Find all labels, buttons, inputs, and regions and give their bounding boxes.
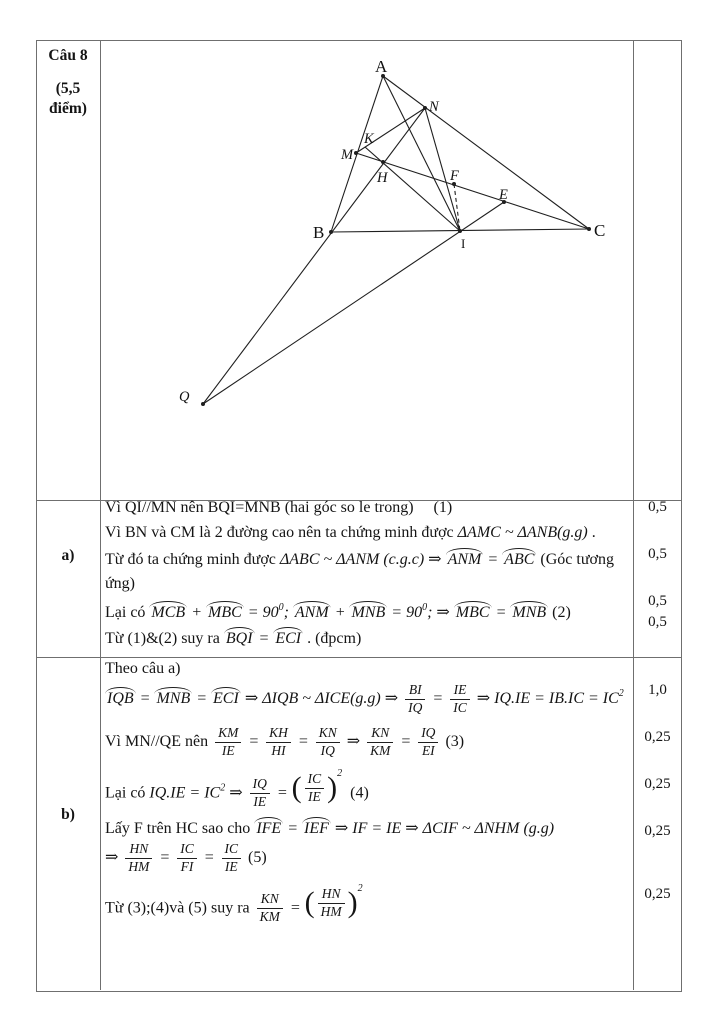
text-run: ⇒ ΔIQB ~ ΔICE(g.g) ⇒ (240, 690, 403, 708)
angle-with-hat: ANM (294, 604, 329, 621)
spacer (36, 65, 100, 79)
figure-point-N (423, 106, 427, 110)
text-run: . (đpcm) (303, 630, 362, 647)
text-run: Từ đó ta chứng minh được (105, 551, 280, 568)
score-mark: 0,5 (648, 546, 667, 562)
solution-line (105, 660, 181, 678)
text-run: ⇒ (225, 784, 247, 802)
row-a-label: a) (61, 547, 75, 564)
question-number: Câu 8 (48, 47, 88, 64)
fraction-denominator: EI (421, 742, 435, 758)
text-run: ⇒ (342, 733, 365, 751)
angle-with-hat: MBC (455, 604, 490, 621)
text-run: (5) (244, 849, 267, 867)
solution-line (105, 575, 135, 593)
exponent: 2 (337, 768, 343, 779)
text-run: Từ (1)&(2) suy ra (105, 630, 224, 647)
score-mark: 0,5 (648, 499, 667, 515)
figure-point-M (354, 151, 358, 155)
score-mark: 0,25 (644, 886, 671, 902)
angle-with-hat: BQI (225, 630, 253, 647)
math-fraction (316, 726, 340, 759)
fraction-denominator: IE (253, 794, 267, 810)
fraction-denominator: HI (271, 742, 286, 758)
text-run: ; ⇒ (427, 604, 454, 621)
text-run: = (483, 551, 503, 568)
solution-line (105, 842, 267, 875)
figure-label-F: F (450, 168, 459, 184)
angle-with-hat: MNB (351, 604, 386, 621)
fraction-denominator: IQ (408, 699, 423, 715)
question-points-line2: điểm) (49, 99, 87, 117)
figure-label-E: E (499, 187, 508, 203)
text-run: Lấy F trên HC sao cho (105, 820, 255, 837)
text-run: = (192, 690, 212, 708)
math-fraction (318, 887, 345, 920)
row-b-label: b) (61, 806, 75, 823)
angle-with-hat: ECI (275, 630, 302, 647)
figure-label-K: K (364, 131, 374, 147)
text-run: = (293, 733, 313, 751)
text-run: = (254, 630, 274, 647)
text-run: = 90 (243, 604, 279, 621)
exponent: 2 (357, 883, 363, 894)
fraction-numerator: IC (305, 772, 325, 789)
angle-with-hat: ECI (213, 690, 239, 708)
fraction-numerator: KH (266, 726, 291, 743)
fraction-numerator: IQ (250, 777, 270, 794)
fraction-numerator: KN (257, 892, 283, 909)
fraction-denominator: FI (180, 858, 194, 874)
solution-line (105, 818, 554, 838)
solution-line (105, 630, 361, 648)
text-run: = (272, 784, 292, 802)
text-run: + (330, 604, 350, 621)
text-run: . (587, 524, 596, 541)
angle-with-hat: IFE (256, 820, 282, 837)
text-run: ⇒ IF = IE ⇒ ΔCIF ~ ΔNHM (g.g) (330, 820, 555, 837)
text-run: = 90 (387, 604, 423, 621)
text-run: ΔABC ~ ΔANM (c.g.c) ⇒ (279, 551, 446, 568)
text-run: (4) (342, 784, 369, 802)
figure-segment-CM (356, 153, 589, 229)
row-divider-a-b (36, 657, 681, 658)
text-run: Từ (3);(4)và (5) suy ra (105, 899, 254, 917)
fraction-numerator: IC (222, 842, 242, 859)
figure-label-C: C (594, 221, 606, 240)
angle-with-hat: ANM (447, 551, 482, 568)
text-run: ΔAMC ~ ΔANB(g.g) (457, 524, 588, 541)
fraction-numerator: HN (318, 887, 345, 904)
text-run: Lại có (105, 784, 150, 802)
math-fraction (367, 726, 393, 759)
fraction-numerator: KM (215, 726, 241, 743)
fraction-numerator: HN (125, 842, 152, 859)
text-run: Vì MN//QE nên (105, 733, 213, 751)
fraction-numerator: IE (450, 683, 470, 700)
exponent: 0 (422, 602, 428, 613)
figure-segment-AI (383, 76, 460, 231)
text-run: = (428, 690, 448, 708)
math-fraction (257, 892, 283, 925)
math-fraction (418, 726, 438, 759)
text-run: (2) (548, 604, 571, 621)
math-fraction (222, 842, 242, 875)
math-fraction (177, 842, 197, 875)
text-run: = (396, 733, 416, 751)
math-fraction (405, 683, 425, 716)
angle-with-hat: IEF (303, 820, 329, 837)
figure-label-Q: Q (179, 389, 190, 405)
solution-line (105, 602, 571, 622)
score-mark: 0,25 (644, 776, 671, 792)
question-header (36, 46, 100, 118)
figure-label-N: N (429, 99, 439, 115)
math-fraction (266, 726, 291, 759)
fraction-denominator: HM (128, 858, 150, 874)
solution-line (105, 524, 596, 542)
fraction-numerator: KN (316, 726, 340, 743)
fraction-numerator: KN (367, 726, 393, 743)
exponent: 0 (278, 602, 284, 613)
text-run: ⇒ IQ.IE = IB.IC = IC (472, 690, 619, 708)
text-run: + (187, 604, 206, 621)
figure-label-A: A (375, 57, 388, 76)
figure-segment-KI (365, 147, 460, 231)
question-points-line1: (5,5 (55, 80, 81, 98)
fraction-denominator: KM (370, 742, 391, 758)
figure-label-M: M (341, 147, 354, 163)
math-fraction (125, 842, 152, 875)
math-squared-fraction: ( $\frac{HN}{HM}$ ) 2 (304, 883, 363, 920)
figure-label-B: B (313, 223, 325, 242)
figure-segment-QN (203, 108, 425, 404)
figure-point-Q (201, 402, 205, 406)
solution-line (105, 883, 363, 925)
fraction-denominator: HM (320, 903, 342, 919)
text-run: = (491, 604, 511, 621)
score-mark: 0,5 (648, 593, 667, 609)
solution-line (105, 683, 624, 716)
text-run: = (283, 820, 302, 837)
angle-with-hat: MBC (208, 604, 242, 621)
figure-point-C (587, 227, 591, 231)
fraction-denominator: KM (259, 909, 280, 925)
angle-with-hat: MNB (512, 604, 547, 621)
text-run: ứng) (105, 575, 135, 592)
figure-point-H (381, 160, 385, 164)
exponent: 2 (220, 782, 226, 794)
figure-point-B (329, 230, 333, 234)
math-fraction (215, 726, 241, 759)
fraction-denominator: IC (453, 699, 467, 715)
fraction-numerator: BI (405, 683, 425, 700)
text-run: = (244, 733, 264, 751)
text-run: Lại có (105, 604, 150, 621)
solution-line (105, 768, 369, 810)
math-fraction (305, 772, 325, 805)
text-run: IQ.IE = IC (149, 784, 221, 802)
math-fraction (450, 683, 470, 716)
solution-line (105, 726, 464, 759)
math-fraction (250, 777, 270, 810)
angle-with-hat: ABC (504, 551, 535, 568)
fraction-denominator: IE (221, 742, 235, 758)
fraction-numerator: IQ (418, 726, 438, 743)
figure-segment-AC (383, 76, 589, 229)
angle-with-hat: MCB (151, 604, 186, 621)
solution-line (105, 499, 452, 517)
figure-point-I (458, 229, 462, 233)
text-run: (3) (441, 733, 465, 751)
solution-line (105, 549, 614, 569)
text-run: ; (283, 604, 293, 621)
text-run: = (135, 690, 155, 708)
score-mark: 0,5 (648, 614, 667, 630)
text-run: = (199, 849, 219, 867)
fraction-numerator: IC (177, 842, 197, 859)
score-mark: 0,25 (644, 823, 671, 839)
score-mark: 0,25 (644, 729, 671, 745)
angle-with-hat: MNB (156, 690, 191, 708)
angle-with-hat: IQB (107, 690, 134, 708)
fraction-denominator: IE (308, 788, 321, 804)
fraction-denominator: IQ (320, 742, 335, 758)
score-mark: 1,0 (648, 682, 667, 698)
math-squared-fraction: ( $\frac{IC}{IE}$ ) 2 (291, 768, 343, 805)
text-run: Vì BN và CM là 2 đường cao nên ta chứng minh được (105, 524, 458, 541)
figure-label-I: I (461, 236, 466, 251)
figure-label-H: H (377, 170, 388, 186)
geometry-figure (101, 41, 634, 499)
text-run: Theo câu a) (105, 660, 181, 677)
text-run: Vì QI//MN nên BQI=MNB (hai góc so le trong) (1) (105, 499, 453, 516)
text-run: ⇒ (105, 849, 123, 867)
fraction-denominator: IE (224, 858, 238, 874)
exponent: 2 (618, 688, 624, 700)
text-run: = (155, 849, 175, 867)
text-run: = (285, 899, 305, 917)
text-run: (Góc tương (536, 551, 614, 568)
